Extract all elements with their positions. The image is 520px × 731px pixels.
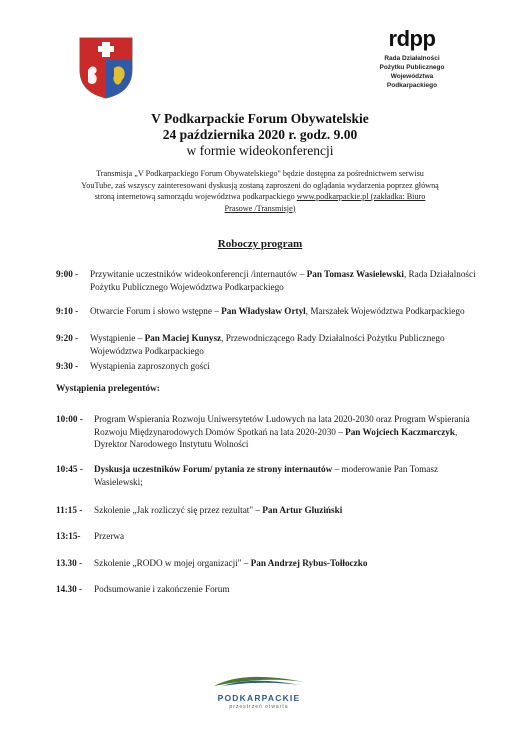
- intro-paragraph: [80, 168, 440, 214]
- agenda-speaker: Dyskusja uczestników Forum/ pytania ze strony internautów: [94, 464, 333, 474]
- agenda-time: 14.30 -: [56, 584, 83, 594]
- agenda-speaker: Pan Tomasz Wasielewski: [306, 269, 404, 279]
- agenda-text: Program Wspierania Rozwoju Uniwersytetów Ludowych na lata 2020-2030 oraz Program Wspierania Rozwoju Międzynarodowych Domów Spotkań na lata 2020-2030 –: [94, 414, 470, 437]
- rdpp-line: Rada Działalności: [384, 55, 440, 62]
- speaker-item: [56, 557, 476, 570]
- agenda-speaker: Pan Maciej Kunysz: [144, 333, 222, 343]
- agenda-item: [56, 305, 476, 318]
- agenda-text: Otwarcie Forum i słowo wstępne –: [90, 306, 222, 316]
- agenda-text: , Dyrektor Narodowego Instytutu Wolności: [94, 426, 458, 449]
- agenda-text: , Rada Działalności Pożytku Publicznego Województwa Podkarpackiego: [90, 269, 476, 292]
- rdpp-name: [352, 54, 472, 90]
- speaker-item: [56, 504, 476, 517]
- agenda-item: [56, 360, 476, 373]
- hills-icon: [204, 668, 314, 688]
- event-date: 24 października 2020 r. godz. 9.00: [162, 127, 358, 142]
- agenda-speaker: Pan Artur Gluziński: [262, 505, 343, 515]
- agenda-text: , Marszałek Województwa Podkarpackiego: [305, 306, 465, 316]
- agenda-text: Wystąpienia zaproszonych gości: [90, 361, 210, 371]
- rdpp-line: Podkarpackiego: [386, 82, 438, 89]
- speaker-item: [56, 583, 476, 596]
- agenda-text: Wystąpienie –: [90, 333, 145, 343]
- rdpp-mark: rdpp: [388, 26, 436, 51]
- rdpp-line: Województwa: [390, 73, 434, 80]
- agenda-speaker: Pan Wojciech Kaczmarczyk: [345, 426, 455, 437]
- podkarpackie-logo: [204, 668, 314, 716]
- agenda-time: 13.30 -: [56, 558, 83, 568]
- intro-text: Transmisja „V Podkarpackiego Forum Obywatelskiego" będzie dostępna za pośrednictwem serwisu YouTube, zaś wszyscy zainteresowani dyskusją zostaną zaproszeni do oglądania wydarzenia poprzez główną stroną internetową samorządu województwa podkarpackiego: [81, 169, 439, 201]
- agenda-item: [56, 268, 476, 293]
- rdpp-line: Pożytku Publicznego: [379, 64, 445, 71]
- agenda-text: Szkolenie „Jak rozliczyć się przez rezultat" –: [94, 505, 263, 515]
- event-format: w formie wideokonferencji: [186, 143, 334, 158]
- speaker-item: [56, 530, 476, 543]
- footer-logo-text: PODKARPACKIE: [217, 693, 301, 703]
- coat-of-arms-logo: [76, 34, 136, 100]
- agenda-time: 9:00 -: [56, 269, 79, 279]
- agenda-time: 9:30 -: [56, 361, 79, 371]
- agenda-time: 11:15 -: [56, 505, 83, 515]
- agenda-text: , Przewodniczącego Rady Działalności Pożytku Publicznego Województwa Podkarpackiego: [90, 333, 445, 356]
- speaker-item: [56, 463, 476, 488]
- agenda-time: 10:00 -: [56, 414, 83, 424]
- program-heading: Roboczy program: [217, 238, 303, 250]
- agenda-text: Przywitanie uczestników wideokonferencji /internautów –: [90, 269, 307, 279]
- event-title: V Podkarpackie Forum Obywatelskie: [151, 111, 369, 126]
- agenda-item: [56, 332, 476, 357]
- agenda-speaker: Pan Władysław Ortyl: [221, 306, 306, 316]
- intro-link[interactable]: www.podkarpackie.pl (zakładka: Biuro Prasowe /Transmisje): [224, 192, 426, 213]
- agenda-time: 10:45 -: [56, 464, 83, 474]
- agenda-text: – moderowanie Pan Tomasz Wasielewski;: [94, 464, 439, 487]
- footer-logo-sub: przestrzeń otwarta: [229, 704, 289, 710]
- speaker-item: [56, 413, 476, 451]
- rdpp-logo: [352, 28, 472, 90]
- agenda-time: 13:15-: [56, 531, 81, 541]
- agenda-text: Szkolenie „RODO w mojej organizacji" –: [94, 558, 251, 568]
- speakers-heading: Wystąpienia prelegentów:: [56, 384, 160, 394]
- agenda-speaker: Pan Andrzej Rybus-Tołłoczko: [250, 558, 368, 568]
- agenda-time: 9:10 -: [56, 306, 79, 316]
- agenda-text: Przerwa: [94, 531, 125, 541]
- agenda-text: Podsumowanie i zakończenie Forum: [94, 584, 230, 594]
- agenda-time: 9:20 -: [56, 333, 79, 343]
